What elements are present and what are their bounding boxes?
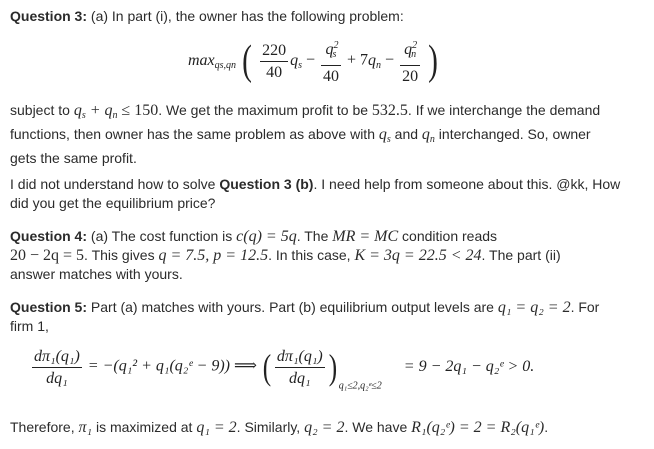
comment-text: I did not understand how to solve Question 3 (b). I need help from someone about this. @kk, How did you get the equilibrium price? bbox=[10, 176, 621, 211]
q3-intro-text: (a) In part (i), the owner has the following problem: bbox=[90, 8, 404, 24]
frac-qs2-40: $\frac{q^2_s}{40}$ bbox=[321, 36, 341, 86]
q5-equation: $\frac{\text{dπ₁(q₁)}}{\text{dq₁}}$ = −(q₁² + q₁(q₂ᵉ − 9)) ⟹ ( $\frac{\text{dπ₁(q₁)}}{\text{dq₁}}$ ) $_{q_1\le 2,q_2ᵉ\le 2}$ = 9 − 2q₁ − q₂ᵉ > 0. bbox=[34, 347, 535, 392]
comment-bold: Question 3 (b) bbox=[219, 176, 314, 192]
eq-max: $\max_{qs,qn}$ bbox=[188, 51, 237, 71]
q5-label: Question 5: bbox=[10, 299, 88, 315]
q3-equation: $\max_{qs,qn}$ ( $\frac{220}{40}$ $q_s$ − $\frac{q^2_s}{40}$ + $7q_n$ − $\frac{q^2_n}{20}$ ) bbox=[188, 38, 438, 85]
right-paren: ) bbox=[428, 38, 438, 84]
deriv-frac-2: $\frac{\text{dπ₁(q₁)}}{\text{dq₁}}$ bbox=[276, 347, 323, 387]
q3-label: Question 3: bbox=[10, 8, 88, 24]
q3-intro bbox=[10, 7, 646, 26]
deriv-frac: $\frac{\text{dπ₁(q₁)}}{\text{dq₁}}$ bbox=[34, 347, 80, 387]
left-paren: ( bbox=[242, 38, 252, 84]
q3-body: subject to $q_s + q_n \le 150$. We get the maximum profit to be 532.5. If we interchange the demand functions, then owner has the same problem as above with $q_s$ and $q_n$ interchanged. So, owner gets the same profit. bbox=[10, 102, 601, 166]
q4-label: Question 4: bbox=[10, 228, 88, 244]
frac-220-40: $\frac{220}{40}$ bbox=[262, 41, 287, 81]
q4-body: Question 4: (a) The cost function is c(q) = 5q. The MR = MC condition reads 20 − 2q = 5. This gives q = 7.5, p = 12.5. In this case, K = 3q = 22.5 < 24. The part (ii) answer matches with yours. bbox=[10, 228, 561, 282]
q5-conclusion: Therefore, π₁ is maximized at q₁ = 2. Similarly, q₂ = 2. We have R₁(q₂ᵉ) = 2 = R₂(q₁ᵉ). bbox=[10, 419, 549, 436]
frac-qn2-20: $\frac{q^2_n}{20}$ bbox=[400, 36, 420, 86]
q5-body: Question 5: Part (a) matches with yours. Part (b) equilibrium output levels are q₁ = q₂ = 2. For firm 1, bbox=[10, 299, 600, 334]
